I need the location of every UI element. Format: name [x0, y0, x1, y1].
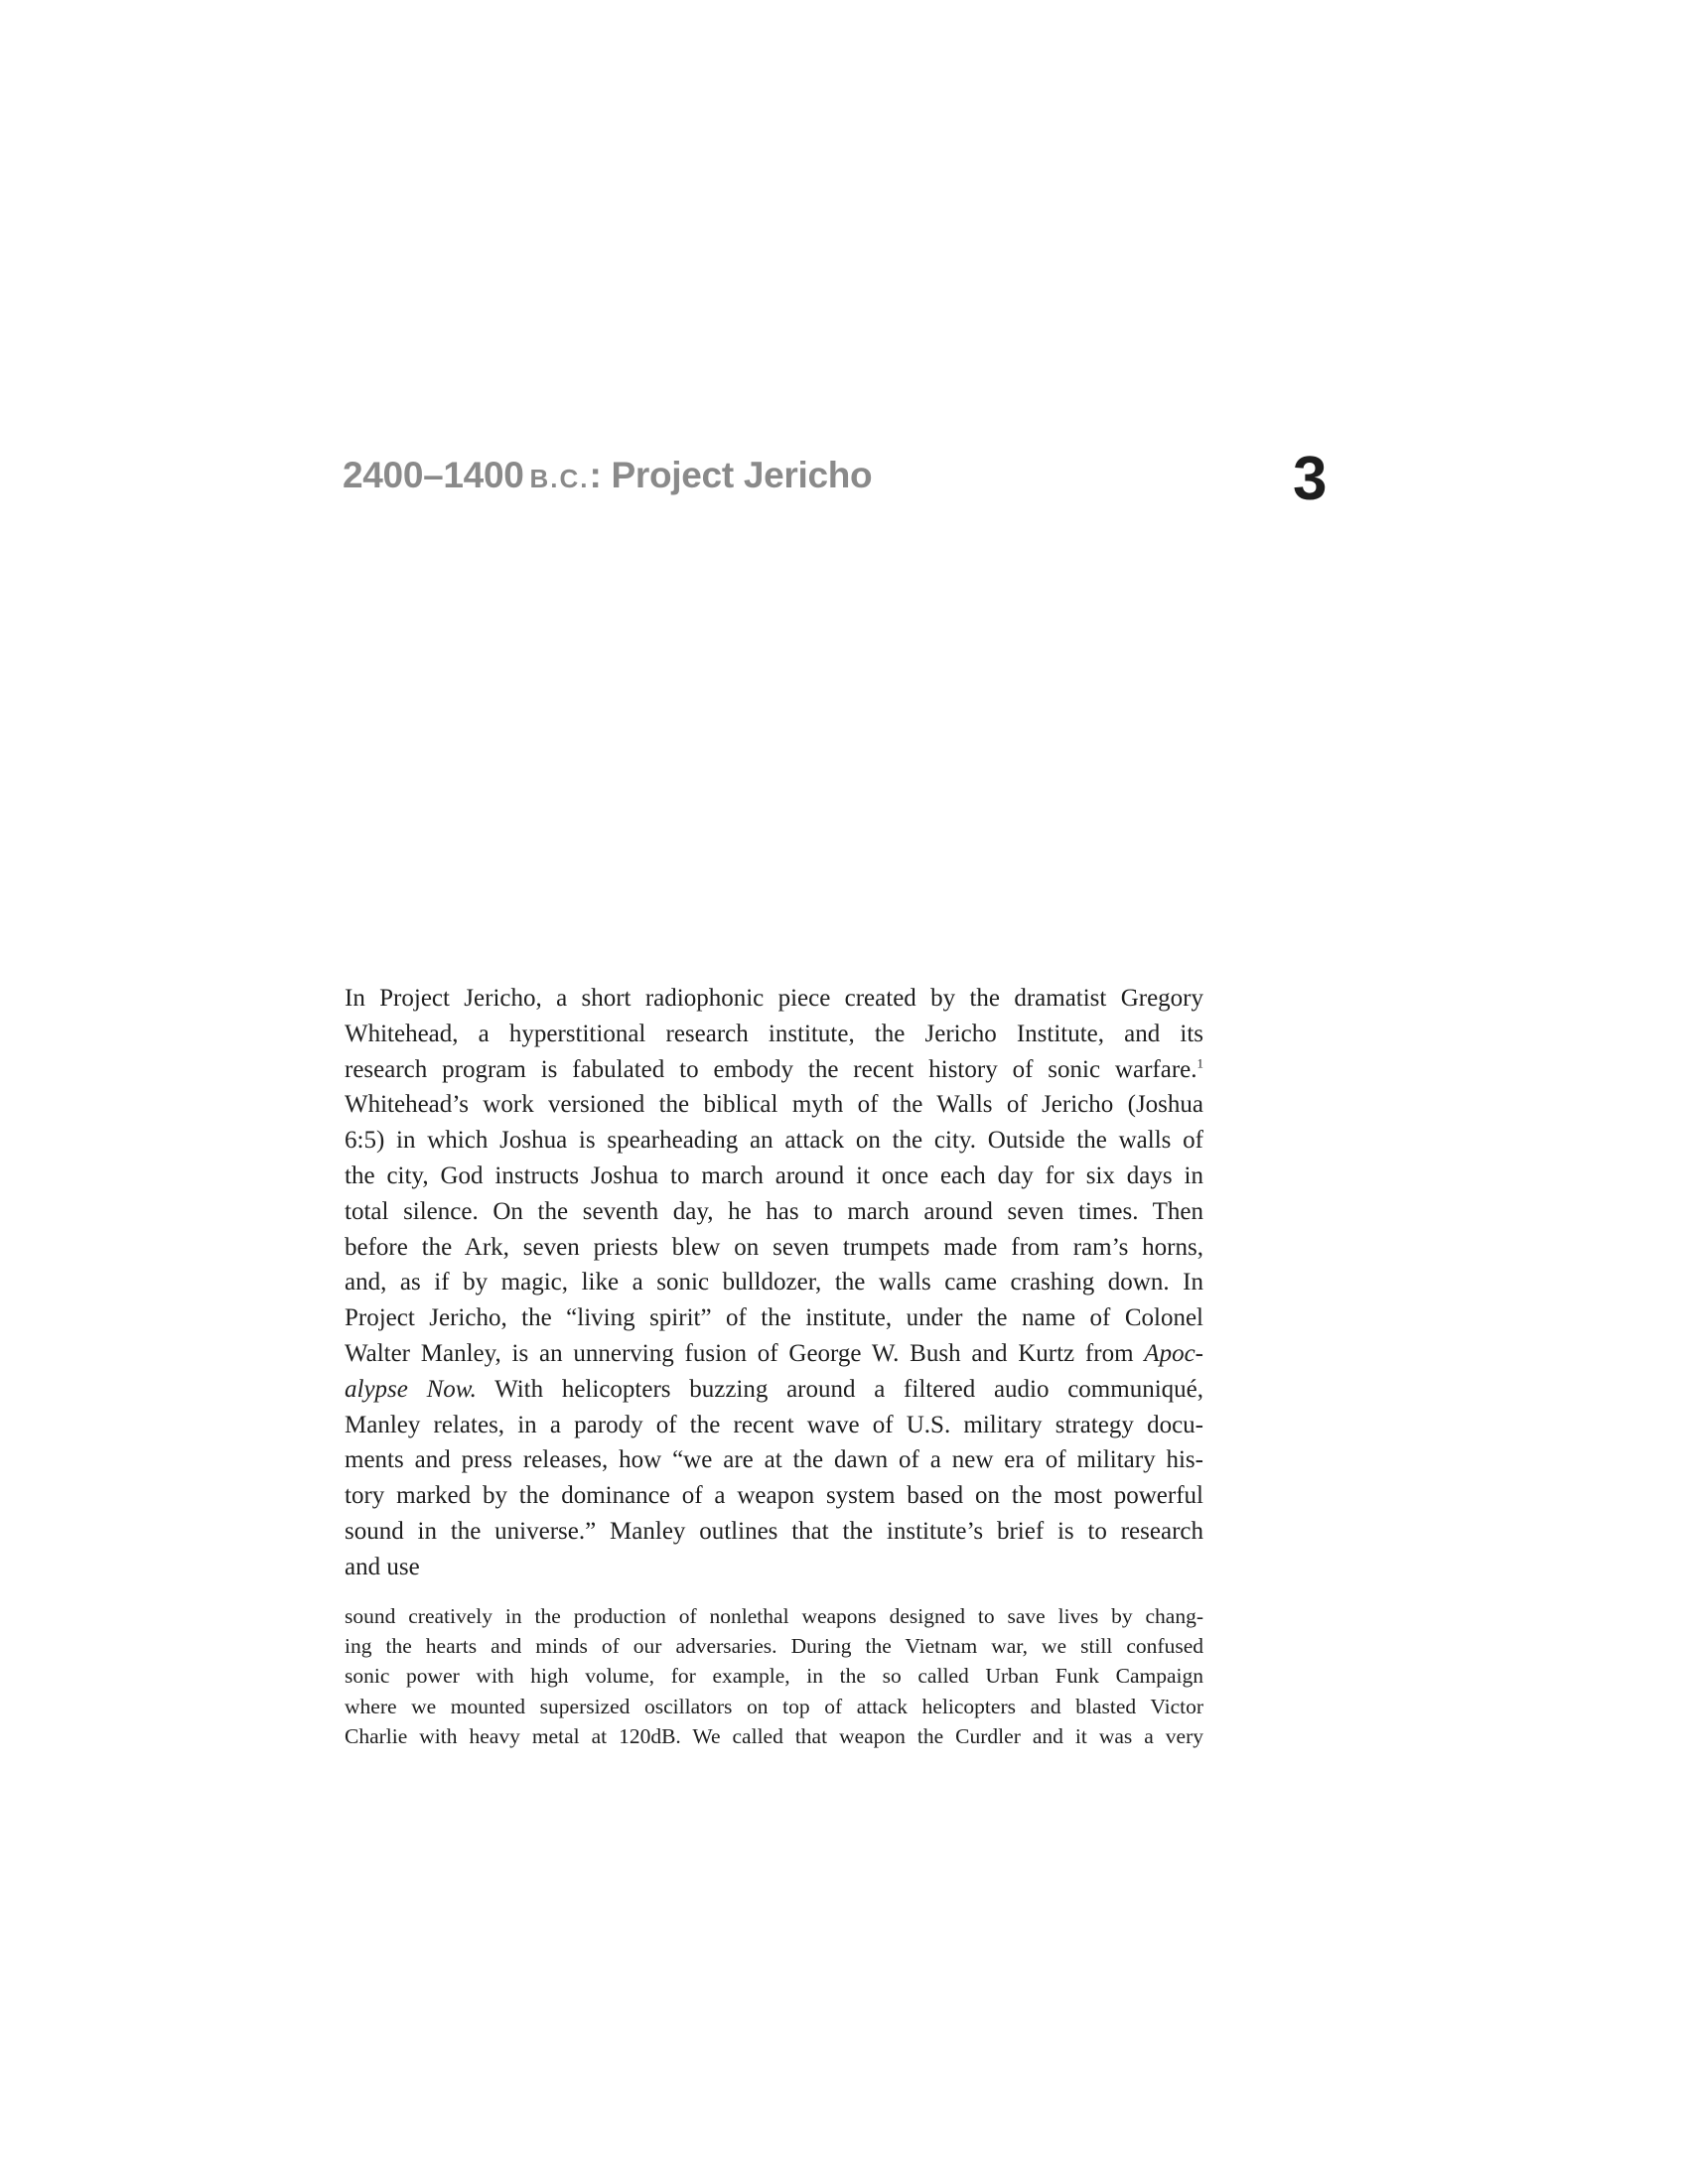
italic-film-title-part2: alypse Now.: [345, 1375, 477, 1403]
quote-line: sound creatively in the production of nonlethal weapons designed to save lives by chang-: [345, 1604, 1203, 1628]
body-line: and, as if by magic, like a sonic bulldozer, the walls came crashing down. In: [345, 1269, 1203, 1297]
body-line: Manley relates, in a parody of the recent wave of U.S. military strategy docu-: [345, 1411, 1203, 1438]
chapter-title: [343, 455, 872, 496]
body-line-text: research program is fabulated to embody the recent history of sonic warfare.: [345, 1055, 1197, 1083]
body-line: the city, God instructs Joshua to march around it once each day for six days in: [345, 1161, 1203, 1189]
chapter-title-text: Project Jericho: [611, 455, 873, 495]
body-line: 6:5) in which Joshua is spearheading an attack on the city. Outside the walls of: [345, 1127, 1203, 1155]
quote-line: ing the hearts and minds of our adversaries. During the Vietnam war, we still confused: [345, 1634, 1203, 1659]
chapter-title-separator: :: [589, 455, 612, 495]
body-line: Project Jericho, the “living spirit” of the institute, under the name of Colonel: [345, 1304, 1203, 1332]
body-line: Whitehead’s work versioned the biblical myth of the Walls of Jericho (Joshua: [345, 1091, 1203, 1119]
quote-line: Charlie with heavy metal at 120dB. We called that weapon the Curdler and it was a very: [345, 1723, 1203, 1748]
body-line: [345, 1372, 1203, 1408]
italic-film-title-part1: Apoc-: [1144, 1339, 1203, 1367]
body-line: [345, 1336, 1203, 1372]
footnote-reference[interactable]: 1: [1196, 1055, 1203, 1071]
body-line-text: With helicopters buzzing around a filtered audio communiqué,: [476, 1375, 1203, 1403]
chapter-era: B.C.: [529, 464, 590, 493]
body-line: before the Ark, seven priests blew on seven trumpets made from ram’s horns,: [345, 1233, 1203, 1261]
body-line-text: Walter Manley, is an unnerving fusion of George W. Bush and Kurtz from: [345, 1339, 1145, 1367]
body-line: [345, 1052, 1203, 1088]
body-line: Whitehead, a hyperstitional research institute, the Jericho Institute, and its: [345, 1020, 1203, 1047]
body-line: ments and press releases, how “we are at the dawn of a new era of military his-: [345, 1446, 1203, 1474]
block-quote: [345, 1601, 1203, 1751]
quote-line: where we mounted supersized oscillators on top of attack helicopters and blasted Victor: [345, 1694, 1203, 1718]
body-line: In Project Jericho, a short radiophonic piece created by the dramatist Gregory: [345, 985, 1203, 1012]
body-line: tory marked by the dominance of a weapon system based on the most powerful: [345, 1482, 1203, 1510]
body-line: and use: [345, 1553, 420, 1580]
chapter-number: 3: [1293, 445, 1328, 513]
quote-line: sonic power with high volume, for example, in the so called Urban Funk Campaign: [345, 1664, 1203, 1689]
body-line: sound in the universe.” Manley outlines that the institute’s brief is to research: [345, 1517, 1203, 1545]
chapter-dates: 2400–1400: [343, 455, 524, 495]
body-paragraph: [345, 981, 1203, 1585]
body-line: total silence. On the seventh day, he has to march around seven times. Then: [345, 1197, 1203, 1225]
